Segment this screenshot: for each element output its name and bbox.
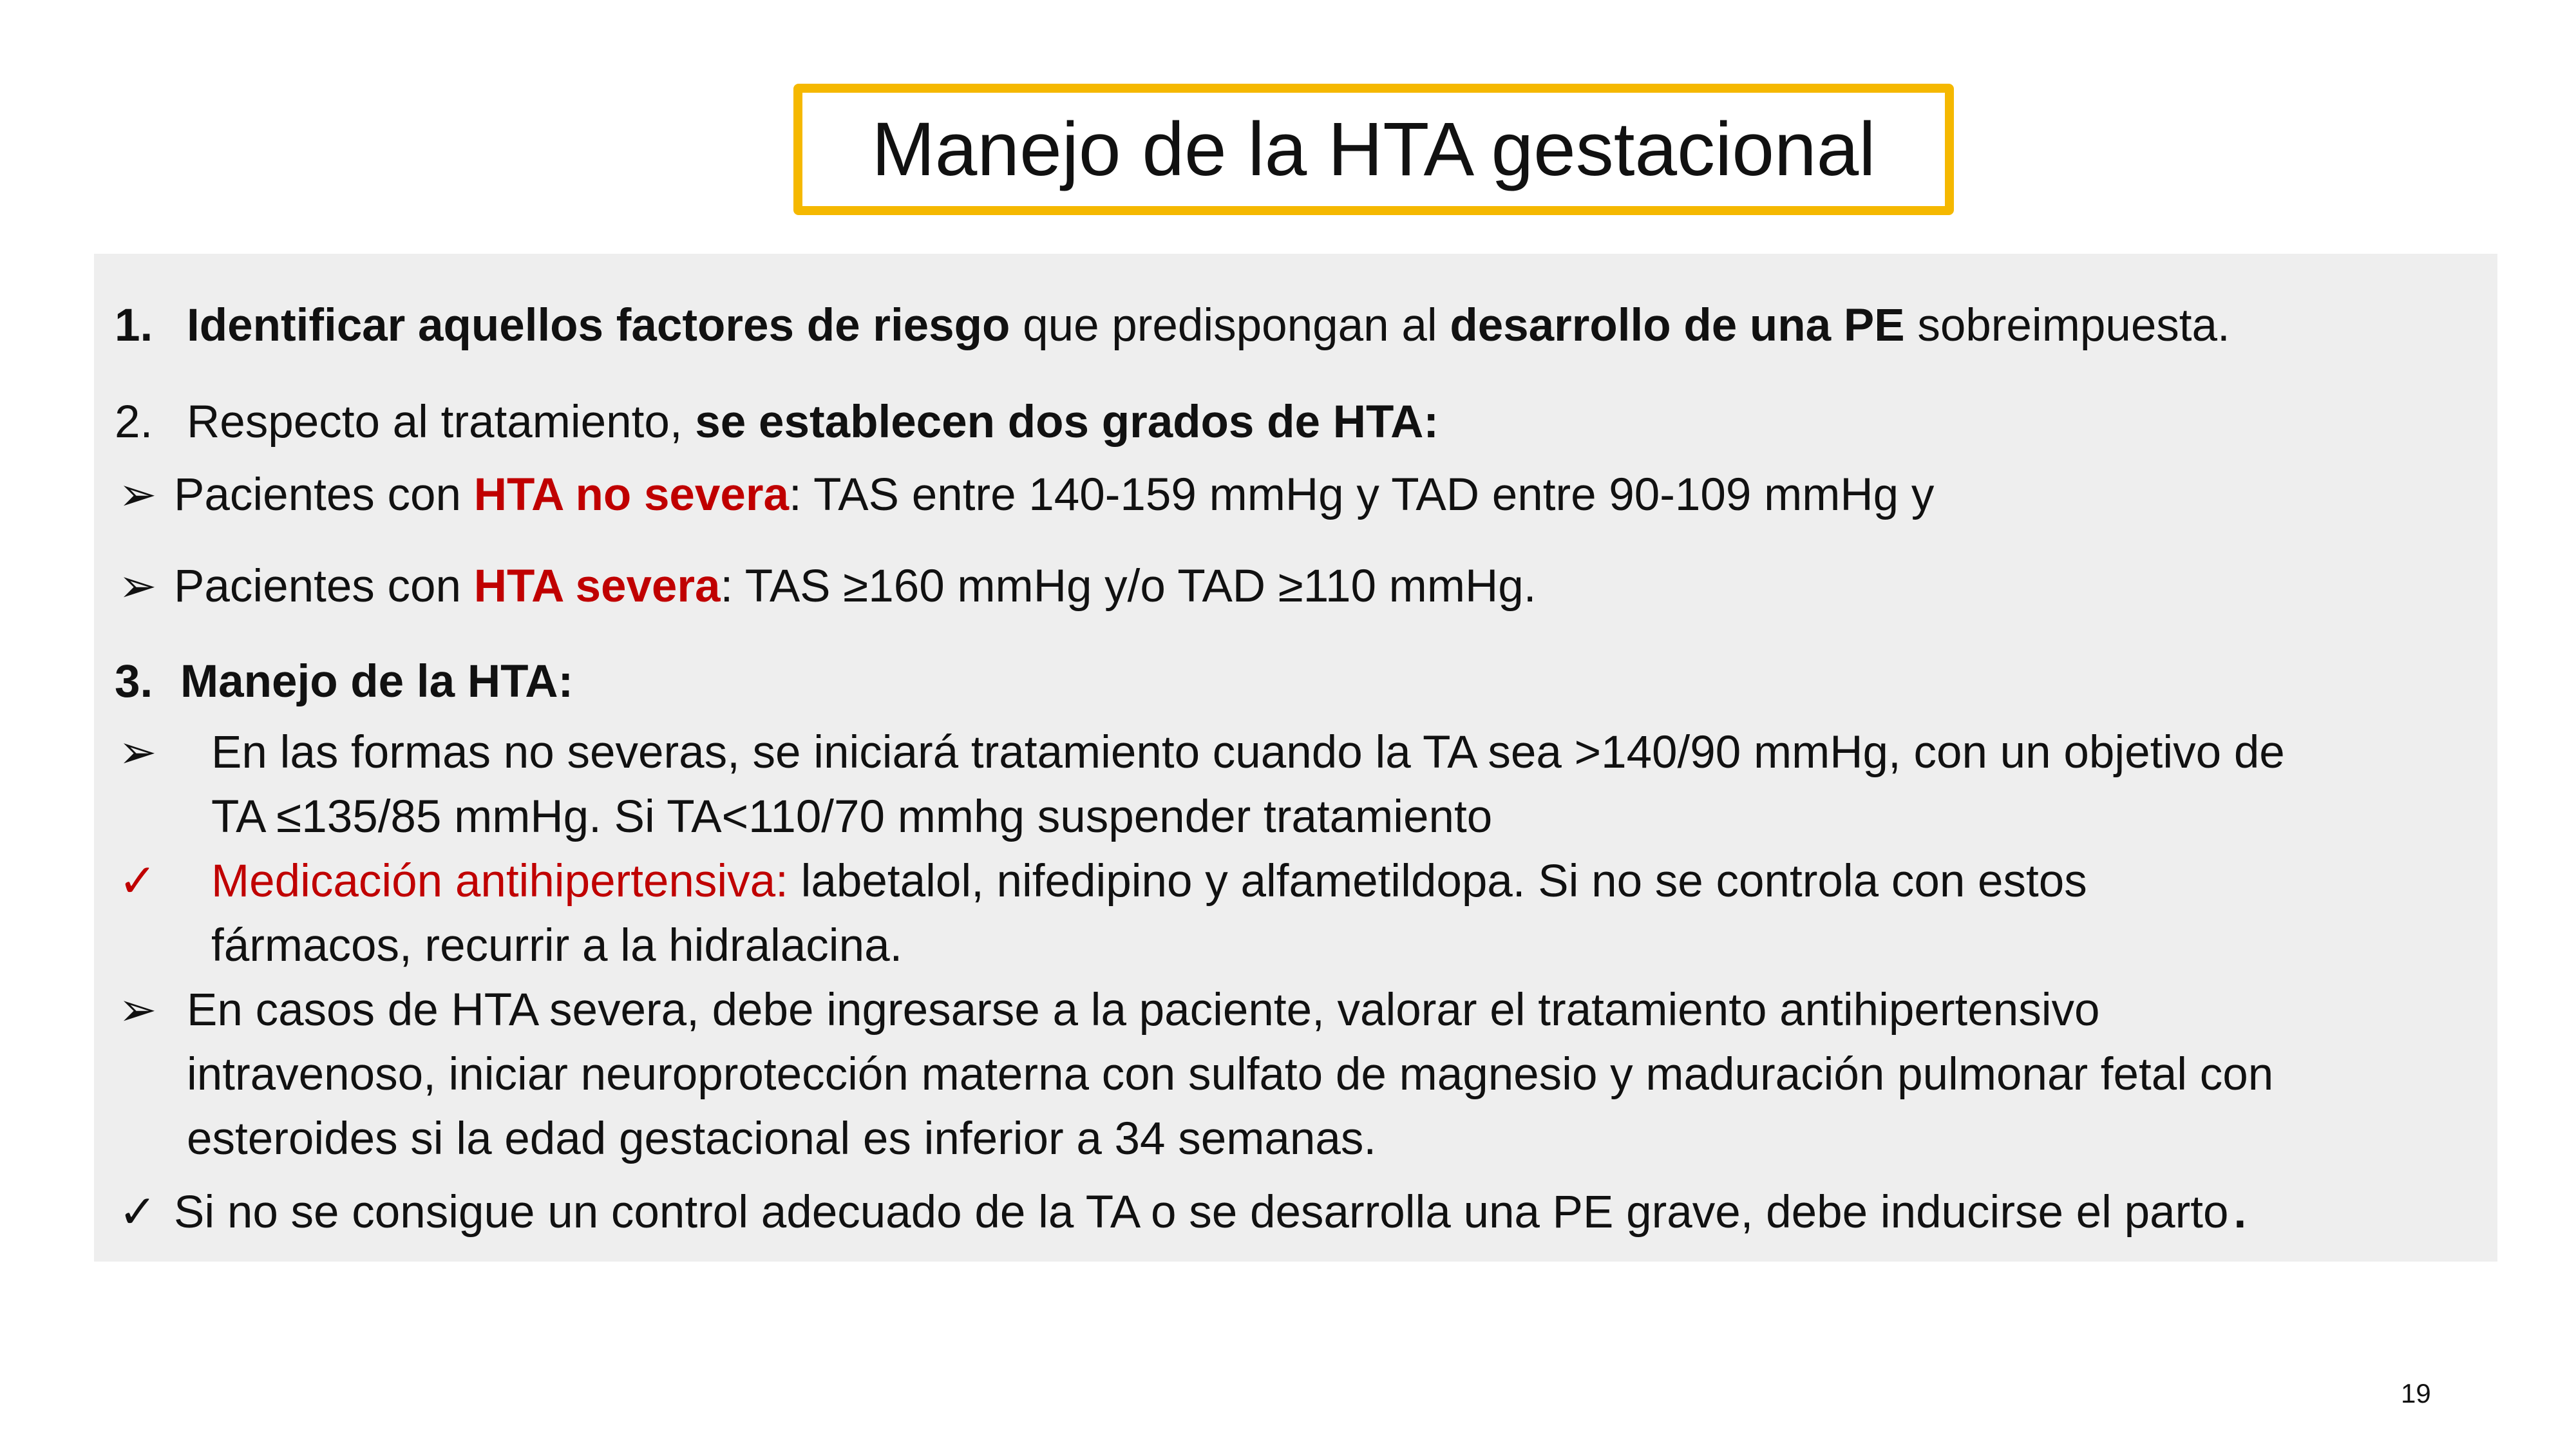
item-1-number: 1.: [115, 300, 153, 351]
item-1-plain-a: que predispongan al: [1010, 300, 1450, 351]
page-number: 19: [2401, 1378, 2431, 1408]
bullet-hta-no-severa-rest: : TAS entre 140-159 mmHg y TAD entre 90-109 mmHg y: [789, 469, 1935, 520]
item-3-number: 3.: [115, 656, 153, 707]
check-medicacion-line-1: [211, 856, 2087, 907]
arrow-bullet-icon: ➢: [118, 985, 157, 1036]
item-3-heading: Manejo de la HTA:: [180, 656, 574, 707]
bullet-hta-severa-highlight: HTA severa: [473, 561, 721, 612]
item-2-text: [187, 397, 1439, 448]
item-2-bold: se establecen dos grados de HTA:: [682, 397, 1439, 448]
item-1-bold-a: Identificar aquellos factores de riesgo: [187, 300, 1010, 351]
arrow-bullet-icon: ➢: [118, 727, 157, 778]
check-inducir-parto-period: .: [2233, 1187, 2247, 1238]
slide-title: Manejo de la HTA gestacional: [871, 107, 1876, 192]
check-medicacion-highlight: Medicación antihipertensiva:: [211, 856, 788, 907]
bullet-hta-severa: [174, 561, 1537, 612]
check-inducir-parto-text: Si no se consigue un control adecuado de la TA o se desarrolla una PE grave, debe inducirse el parto: [174, 1187, 2229, 1238]
check-icon: ✓: [118, 1187, 157, 1238]
bullet-formas-no-severas-line-2: TA ≤135/85 mmHg. Si TA<110/70 mmhg suspender tratamiento: [211, 791, 1493, 842]
bullet-hta-severa-lead: Pacientes con: [174, 561, 474, 612]
item-2-number: 2.: [115, 397, 153, 448]
bullet-hta-no-severa-highlight: HTA no severa: [473, 469, 790, 520]
check-medicacion-line-2: fármacos, recurrir a la hidralacina.: [211, 920, 903, 971]
bullet-casos-severa-line-3: esteroides si la edad gestacional es inferior a 34 semanas.: [187, 1113, 1377, 1164]
bullet-casos-severa-line-2: intravenoso, iniciar neuroprotección materna con sulfato de magnesio y maduración pulmonar fetal con: [187, 1049, 2274, 1100]
item-1-text: [187, 300, 2230, 351]
item-2-plain: Respecto al tratamiento,: [187, 397, 683, 448]
check-inducir-parto: [174, 1187, 2247, 1238]
check-icon: ✓: [118, 856, 157, 907]
arrow-bullet-icon: ➢: [118, 561, 157, 612]
bullet-formas-no-severas-line-1: En las formas no severas, se iniciará tratamiento cuando la TA sea >140/90 mmHg, con un objetivo de: [211, 727, 2285, 778]
arrow-bullet-icon: ➢: [118, 469, 157, 520]
bullet-hta-no-severa-lead: Pacientes con: [174, 469, 474, 520]
bullet-casos-severa-line-1: En casos de HTA severa, debe ingresarse a la paciente, valorar el tratamiento antihipertensivo: [187, 985, 2100, 1036]
title-box: [793, 84, 1954, 215]
check-medicacion-rest: labetalol, nifedipino y alfametildopa. Si no se controla con estos: [788, 856, 2087, 907]
bullet-hta-severa-rest: : TAS ≥160 mmHg y/o TAD ≥110 mmHg.: [720, 561, 1537, 612]
item-1-plain-b: sobreimpuesta.: [1904, 300, 2230, 351]
item-1-bold-b: desarrollo de una PE: [1450, 300, 1905, 351]
bullet-hta-no-severa: [174, 469, 1935, 520]
